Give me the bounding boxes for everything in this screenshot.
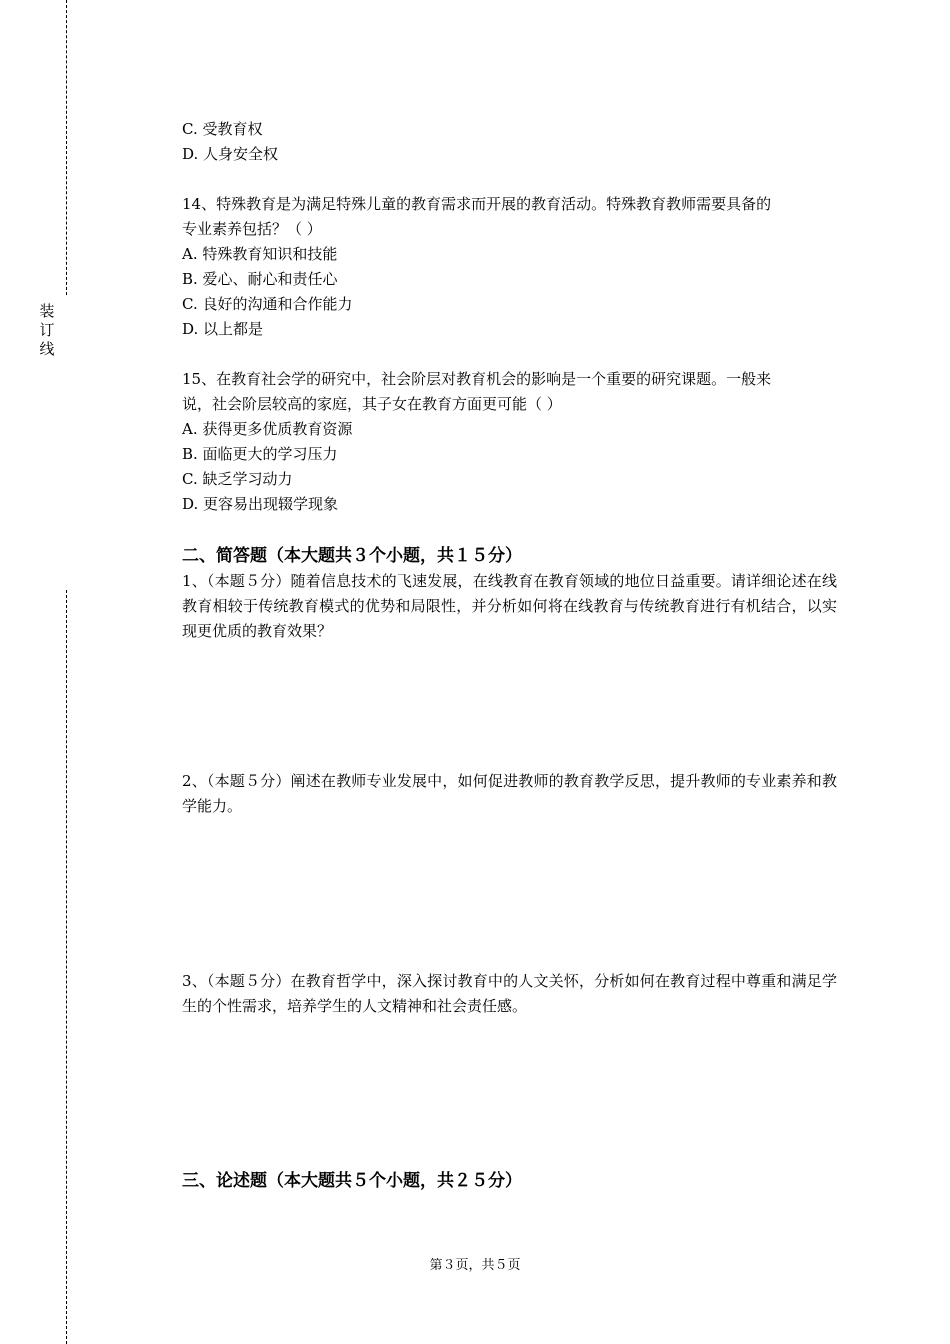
- q15-stem-line2: 说，社会阶层较高的家庭，其子女在教育方面更可能（ ）: [182, 395, 562, 413]
- short-answer-question-1: 1、（本题５分）随着信息技术的飞速发展，在线教育在教育领域的地位日益重要。请详细论述在线教育相较于传统教育模式的优势和局限性，并分析如何将在线教育与传统教育进行有机结合，以实现更优质的教育效果？: [182, 572, 837, 640]
- answer-space-2: [182, 819, 837, 969]
- section-3-title: 三、论述题（本大题共５个小题，共２５分）: [182, 1171, 522, 1191]
- binding-dashed-line-bottom: [66, 590, 67, 1344]
- short-answer-question-2: 2、（本题５分）阐述在教师专业发展中，如何促进教师的教育教学反思，提升教师的专业素养和教学能力。: [182, 772, 837, 815]
- q15-option-d: D. 更容易出现辍学现象: [182, 495, 339, 513]
- binding-line-label: [38, 302, 56, 359]
- q14-option-d: D. 以上都是: [182, 320, 264, 338]
- q14-option-b: B. 爱心、耐心和责任心: [182, 270, 338, 288]
- binding-char: 订: [39, 321, 55, 339]
- q15-stem-line1: 15、在教育社会学的研究中，社会阶层对教育机会的影响是一个重要的研究课题。一般来: [182, 370, 772, 388]
- q14-option-c: C. 良好的沟通和合作能力: [182, 295, 353, 313]
- q15-option-a: A. 获得更多优质教育资源: [182, 420, 353, 438]
- answer-space-3: [182, 1019, 837, 1169]
- q15-option-c: C. 缺乏学习动力: [182, 470, 293, 488]
- binding-char: 线: [39, 340, 55, 358]
- q13-option-d: D. 人身安全权: [182, 145, 279, 163]
- q13-option-c: C. 受教育权: [182, 120, 263, 138]
- binding-dashed-line-top: [66, 0, 67, 295]
- answer-space-1: [182, 644, 837, 769]
- q15-option-b: B. 面临更大的学习压力: [182, 445, 338, 463]
- page-number-footer: 第３页，共５页: [429, 1258, 521, 1273]
- q14-option-a: A. 特殊教育知识和技能: [182, 245, 338, 263]
- binding-char: 装: [39, 302, 55, 320]
- q14-stem-line1: 14、特殊教育是为满足特殊儿童的教育需求而开展的教育活动。特殊教育教师需要具备的: [182, 195, 772, 213]
- exam-content: [182, 117, 837, 1194]
- short-answer-question-3: 3、（本题５分）在教育哲学中，深入探讨教育中的人文关怀，分析如何在教育过程中尊重和满足学生的个性需求，培养学生的人文精神和社会责任感。: [182, 972, 837, 1015]
- q14-stem-line2: 专业素养包括？（ ）: [182, 220, 322, 238]
- section-2-title: 二、简答题（本大题共３个小题，共１５分）: [182, 546, 522, 566]
